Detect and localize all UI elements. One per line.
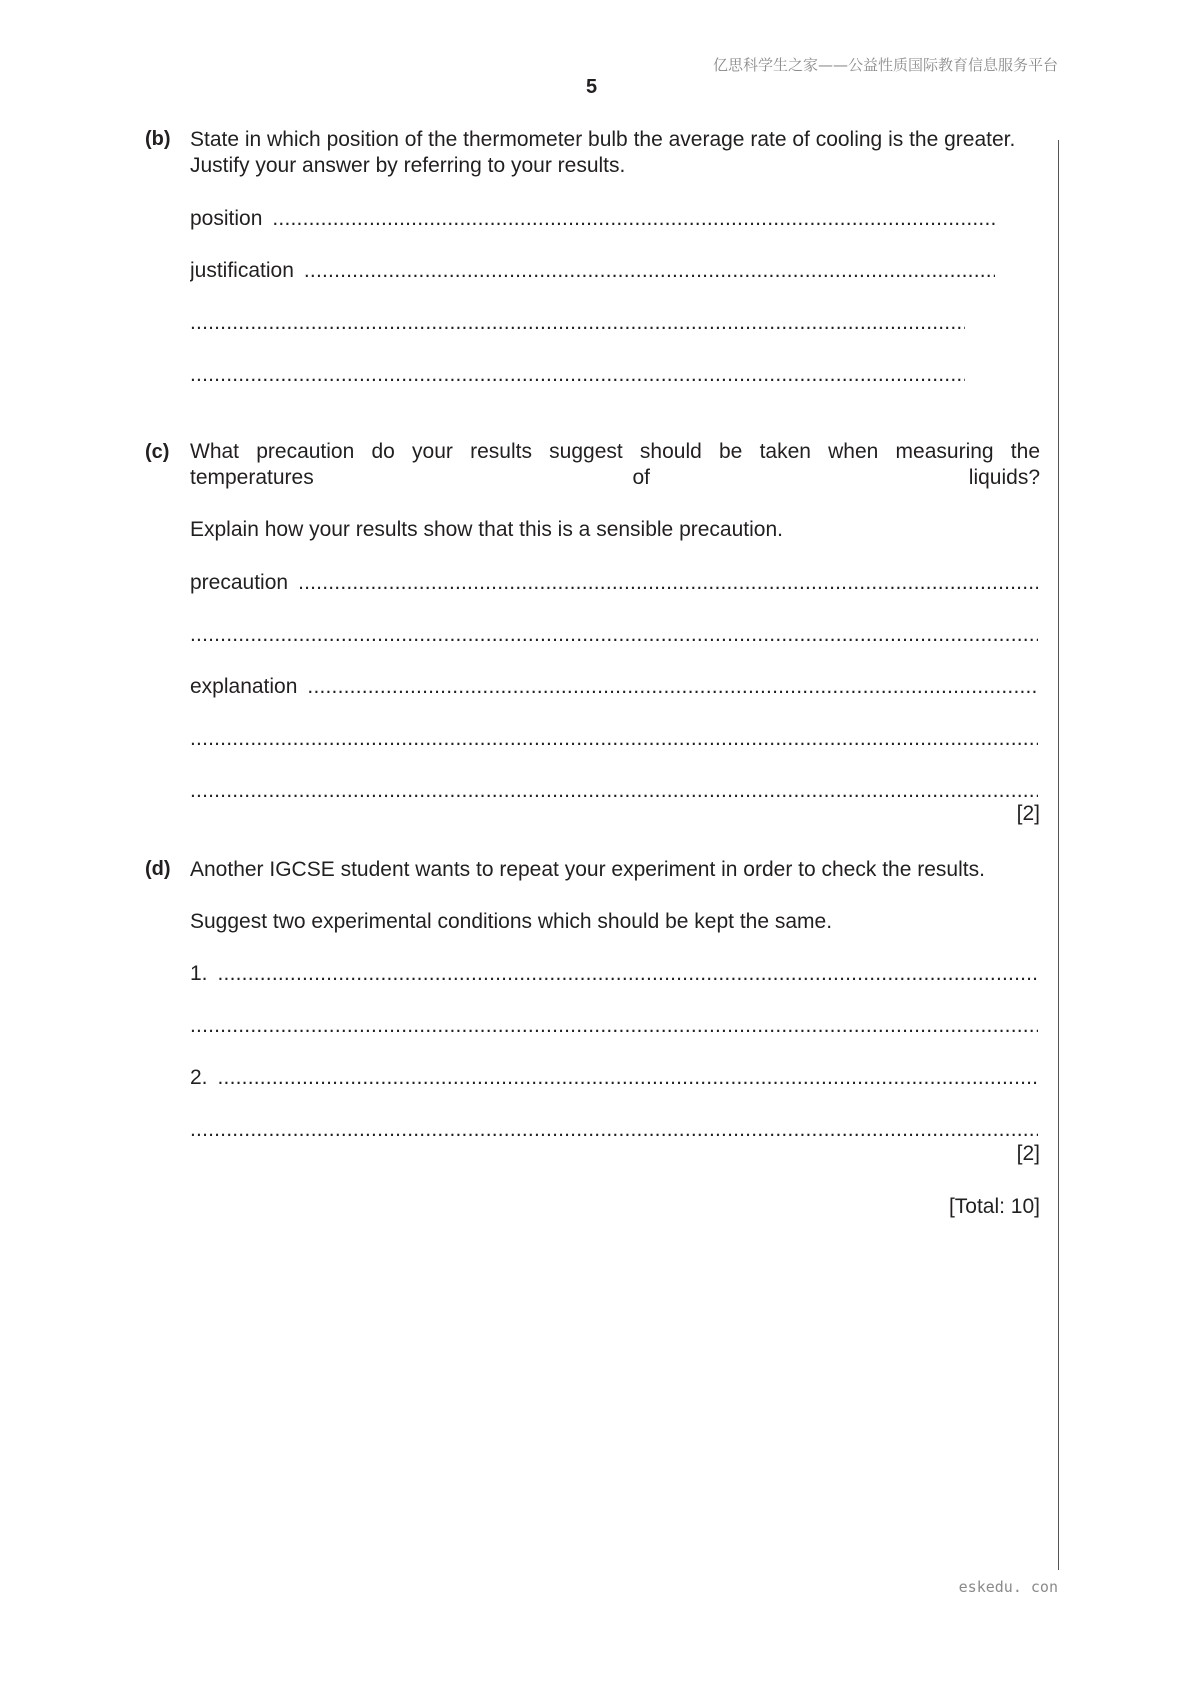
part-d-instruction: Suggest two experimental conditions which should be kept the same.: [190, 910, 833, 933]
part-d-label: (d): [145, 858, 171, 880]
explanation-answer-line-3[interactable]: [190, 778, 1038, 804]
explanation-label: explanation: [190, 675, 298, 698]
condition-2-answer-line-2[interactable]: [190, 1117, 1038, 1143]
answer-dots: [190, 622, 1038, 648]
footer-watermark: eskedu. con: [958, 1578, 1058, 1596]
justification-label: justification: [190, 259, 294, 282]
position-label: position: [190, 207, 263, 230]
part-d-marks: [2]: [1016, 1142, 1040, 1165]
part-c-label: (c): [145, 441, 170, 463]
answer-dots: [218, 961, 1038, 987]
answer-dots: [190, 726, 1038, 752]
part-d-question: Another IGCSE student wants to repeat your experiment in order to check the results.: [190, 858, 985, 881]
condition-2-answer-line[interactable]: [190, 1065, 1038, 1091]
part-b-question-line1: State in which position of the thermometer bulb the average rate of cooling is the greater.: [190, 128, 1016, 151]
total-marks: [Total: 10]: [948, 1195, 1040, 1218]
justification-answer-line[interactable]: [190, 258, 995, 284]
answer-dots: [298, 570, 1038, 596]
answer-dots: [307, 674, 1038, 700]
page-number: 5: [586, 76, 598, 98]
part-c-question: What precaution do your results suggest should be taken when measuring the temperatures of liquids?: [190, 440, 1040, 489]
answer-dots: [190, 1013, 1038, 1039]
answer-dots: [190, 1117, 1038, 1143]
condition-1-number: 1.: [190, 962, 208, 985]
precaution-answer-line-2[interactable]: [190, 622, 1038, 648]
precaution-answer-line[interactable]: [190, 570, 1038, 596]
margin-line: [1058, 140, 1059, 1570]
header-watermark: 亿思科学生之家——公益性质国际教育信息服务平台: [712, 56, 1058, 74]
condition-2-number: 2.: [190, 1066, 208, 1089]
part-c-marks: [2]: [1016, 802, 1040, 825]
part-b-label: (b): [145, 128, 171, 150]
answer-dots: [190, 778, 1038, 804]
answer-dots: [218, 1065, 1038, 1091]
condition-1-answer-line-2[interactable]: [190, 1013, 1038, 1039]
answer-dots: [190, 310, 965, 336]
part-b-question-line2: Justify your answer by referring to your results.: [190, 154, 626, 177]
explanation-answer-line[interactable]: [190, 674, 1038, 700]
justification-answer-line-3[interactable]: [190, 362, 965, 388]
explanation-answer-line-2[interactable]: [190, 726, 1038, 752]
answer-dots: [272, 206, 995, 232]
position-answer-line[interactable]: [190, 206, 995, 232]
justification-answer-line-2[interactable]: [190, 310, 965, 336]
precaution-label: precaution: [190, 571, 289, 594]
answer-dots: [304, 258, 995, 284]
answer-dots: [190, 362, 965, 388]
part-c-instruction: Explain how your results show that this is a sensible precaution.: [190, 518, 783, 541]
condition-1-answer-line[interactable]: [190, 961, 1038, 987]
